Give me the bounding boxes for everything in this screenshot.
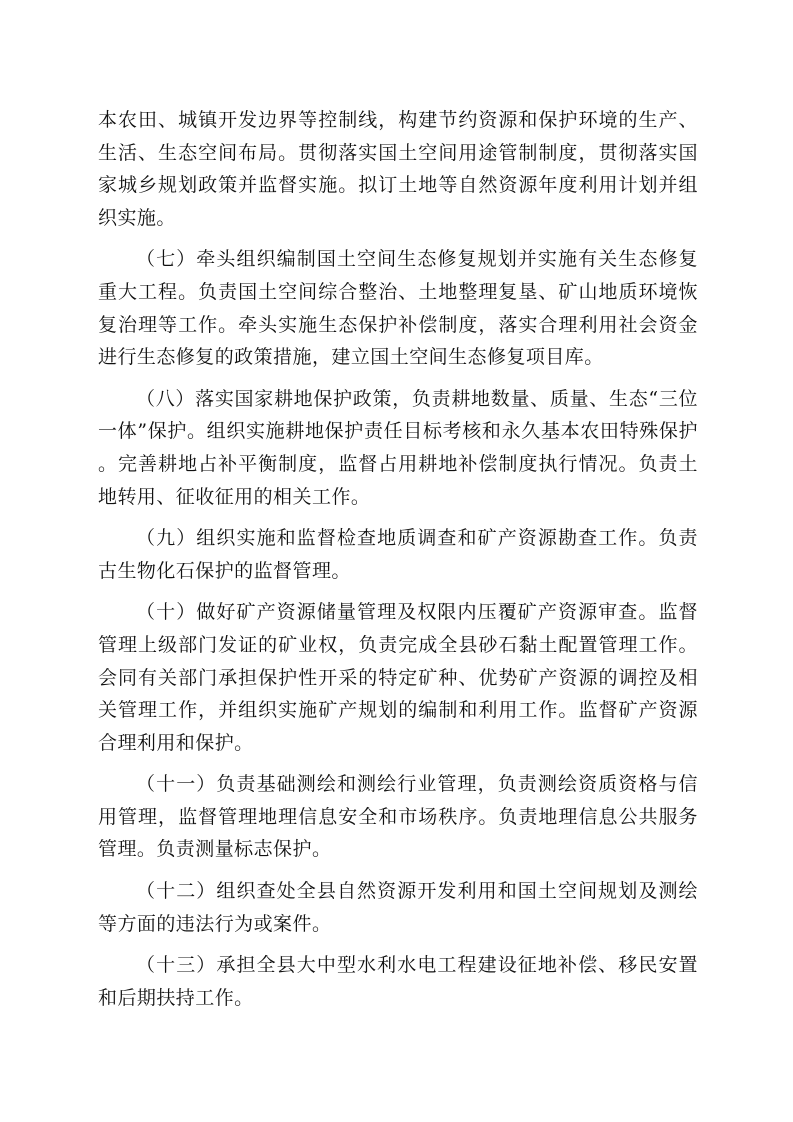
paragraph-item-8: （八）落实国家耕地保护政策，负责耕地数量、质量、生态“三位一体”保护。组织实施耕地保护责任目标考核和永久基本农田特殊保护。完善耕地占补平衡制度，监督占用耕地补偿制度执行情况。负责土地转用、征收征用的相关工作。 <box>98 387 698 508</box>
paragraph-item-13: （十三）承担全县大中型水利水电工程建设征地补偿、移民安置和后期扶持工作。 <box>98 954 698 1009</box>
paragraph-continuation: 本农田、城镇开发边界等控制线，构建节约资源和保护环境的生产、生活、生态空间布局。贯彻落实国土空间用途管制制度，贯彻落实国家城乡规划政策并监督实施。拟订土地等自然资源年度利用计划并组织实施。 <box>98 109 698 229</box>
paragraph-item-7: （七）牵头组织编制国土空间生态修复规划并实施有关生态修复重大工程。负责国土空间综合整治、土地整理复垦、矿山地质环境恢复治理等工作。牵头实施生态保护补偿制度，落实合理利用社会资金进行生态修复的政策措施，建立国土空间生态修复项目库。 <box>98 248 698 369</box>
paragraph-item-12: （十二）组织查处全县自然资源开发利用和国土空间规划及测绘等方面的违法行为或案件。 <box>98 880 698 935</box>
paragraph-item-10: （十）做好矿产资源储量管理及权限内压覆矿产资源审查。监督管理上级部门发证的矿业权，负责完成全县砂石黏土配置管理工作。会同有关部门承担保护性开采的特定矿种、优势矿产资源的调控及相关管理工作，并组织实施矿产规划的编制和利用工作。监督矿产资源合理利用和保护。 <box>98 601 698 754</box>
paragraph-item-11: （十一）负责基础测绘和测绘行业管理，负责测绘资质资格与信用管理，监督管理地理信息安全和市场秩序。负责地理信息公共服务管理。负责测量标志保护。 <box>98 773 698 861</box>
paragraph-item-9: （九）组织实施和监督检查地质调查和矿产资源勘查工作。负责古生物化石保护的监督管理。 <box>98 527 698 582</box>
document-body <box>98 104 698 1023</box>
